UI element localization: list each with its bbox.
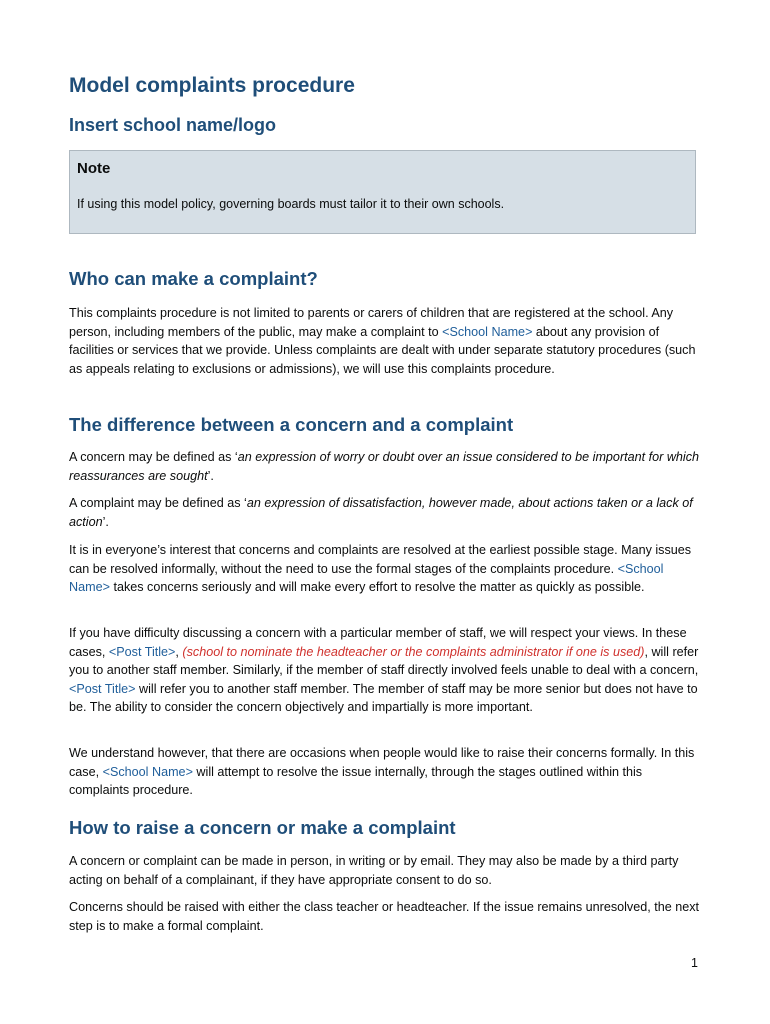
guidance-note: (school to nominate the headteacher or the complaints administrator if one is used)	[182, 644, 645, 659]
note-box	[69, 150, 696, 234]
section-heading-difference: The difference between a concern and a complaint	[69, 414, 514, 435]
section-heading-how: How to raise a concern or make a complaint	[69, 817, 456, 838]
resolve-early-paragraph: It is in everyone’s interest that concerns and complaints are resolved at the earliest possible stage. Many issues can be resolved informally, without the need to use the formal stages of the complaints procedure. <School Name> takes concerns seriously and will make every effort to resolve the matter as quickly as possible.	[69, 543, 692, 594]
concern-definition: A concern may be defined as ‘an expression of worry or doubt over an issue considered to be important for which reassurances are sought’.	[69, 450, 700, 483]
how-paragraph-1: A concern or complaint can be made in person, in writing or by email. They may also be made by a third party acting on behalf of a complainant, if they have appropriate consent to do so.	[69, 854, 679, 887]
note-text: If using this model policy, governing boards must tailor it to their own schools.	[77, 197, 505, 211]
post-title-token: <Post Title>	[108, 644, 176, 659]
document-title: Model complaints procedure	[69, 74, 355, 97]
how-paragraph-2: Concerns should be raised with either the class teacher or headteacher. If the issue remains unresolved, the next step is to make a formal complaint.	[69, 900, 700, 933]
school-name-token: <School Name>	[102, 764, 193, 779]
page-number: 1	[691, 956, 698, 970]
who-paragraph: This complaints procedure is not limited to parents or carers of children that are registered at the school. Any person, including members of the public, may make a complaint to <School Name> about any provision of facilities or services that we provide. Unless complaints are dealt with under separate statutory procedures (such as appeals relating to exclusions or admissions), we will use this complaints procedure.	[69, 306, 696, 376]
post-title-token: <Post Title>	[69, 681, 136, 696]
school-name-placeholder: Insert school name/logo	[69, 115, 277, 135]
school-name-token: <School Name>	[69, 561, 664, 594]
section-heading-who: Who can make a complaint?	[69, 268, 318, 289]
difficulty-paragraph: If you have difficulty discussing a concern with a particular member of staff, we will respect your views. In these cases, <Post Title>, (school to nominate the headteacher or the complaints administrator if one is used), will refer you to another staff member. Similarly, if the member of staff directly involved feels unable to deal with a concern, <Post Title> will refer you to another staff member. The member of staff may be more senior but does not have to be. The ability to consider the concern objectively and impartially is more important.	[69, 626, 699, 714]
note-heading: Note	[77, 160, 111, 177]
formal-concerns-paragraph: We understand however, that there are occasions when people would like to raise their concerns formally. In this case, <School Name> will attempt to resolve the issue internally, through the stages outlined within this complaints procedure.	[69, 746, 695, 797]
complaint-definition: A complaint may be defined as ‘an expression of dissatisfaction, however made, about actions taken or a lack of action’.	[69, 496, 693, 529]
school-name-token: <School Name>	[442, 324, 533, 339]
